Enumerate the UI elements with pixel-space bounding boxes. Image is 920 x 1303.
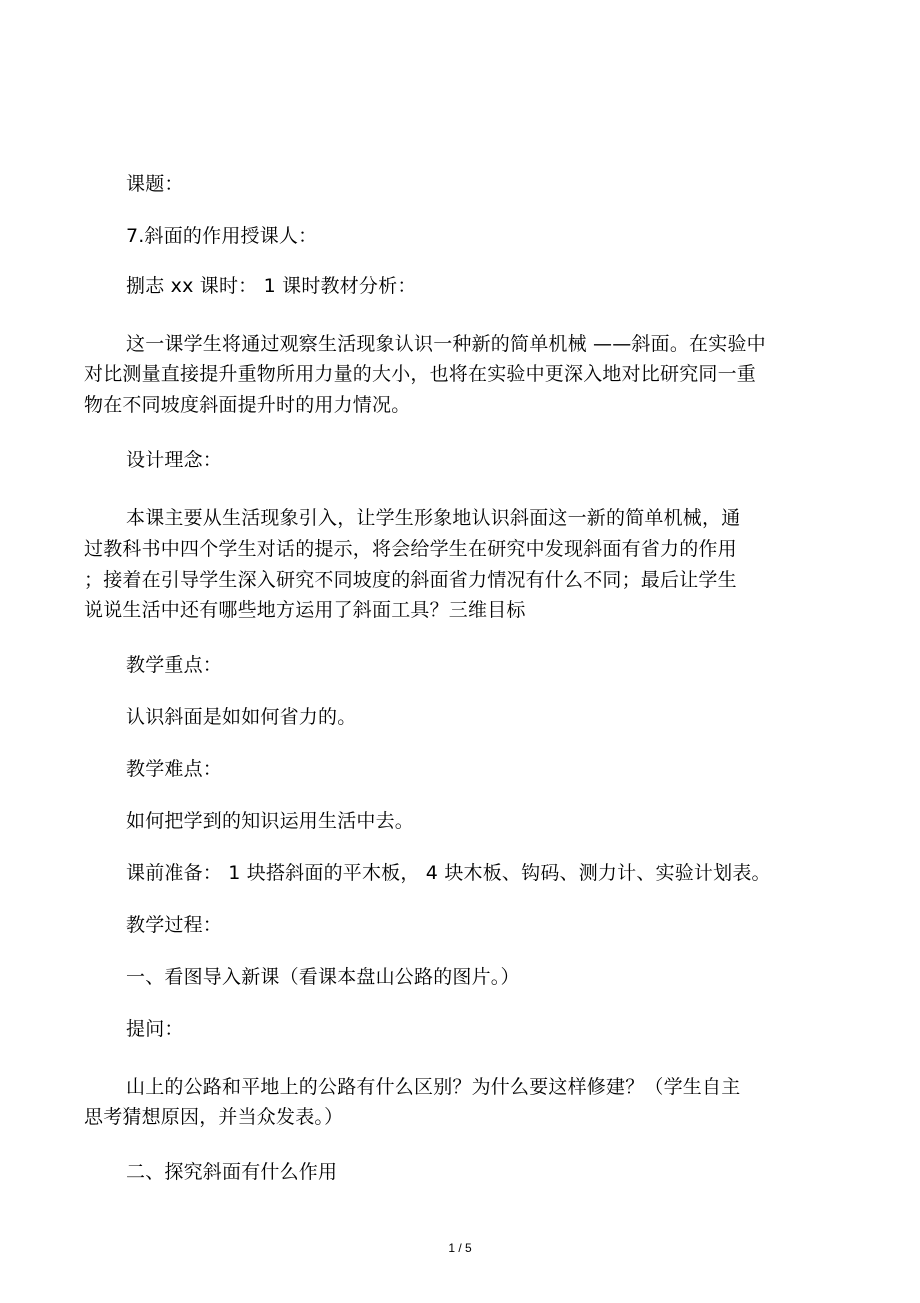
analysis-line-2: 对比测量直接提升重物所用力量的大小，也将在实验中更深入地对比研究同一重 — [84, 363, 757, 385]
preparation: 课前准备： 1 块搭斜面的平木板， 4 块木板、钩码、测力计、实验计划表。 — [126, 862, 771, 884]
design-line-4: 说说生活中还有哪些地方运用了斜面工具？三维目标 — [84, 599, 526, 621]
section-one: 一、看图导入新课（看课本盘山公路的图片。） — [126, 966, 520, 988]
design-line-2: 过教科书中四个学生对话的提示，将会给学生在研究中发现斜面有省力的作用 — [84, 538, 737, 560]
heading-label: 课题： — [126, 173, 184, 195]
lesson-title: 7.斜面的作用授课人： — [126, 225, 318, 247]
analysis-line-3: 物在不同坡度斜面提升时的用力情况。 — [84, 394, 411, 416]
design-line-1: 本课主要从生活现象引入，让学生形象地认识斜面这一新的简单机械，通 — [126, 507, 741, 529]
page-number: 1 / 5 — [448, 1241, 472, 1255]
difficulty-label: 教学难点： — [126, 758, 223, 780]
difficulty: 如何把学到的知识运用生活中去。 — [126, 810, 415, 832]
question-line-1: 山上的公路和平地上的公路有什么区别？为什么要这样修建？（学生自主 — [126, 1076, 741, 1098]
teacher-line: 捌志 xx 课时： 1 课时教材分析： — [126, 275, 417, 297]
question-label: 提问： — [126, 1018, 184, 1040]
question-line-2: 思考猜想原因，并当众发表。） — [84, 1106, 344, 1128]
key-point-label: 教学重点： — [126, 654, 223, 676]
process-label: 教学过程： — [126, 914, 223, 936]
design-line-3: ；接着在引导学生深入研究不同坡度的斜面省力情况有什么不同；最后让学生 — [84, 569, 737, 591]
analysis-line-1: 这一课学生将通过观察生活现象认识一种新的简单机械 ——斜面。在实验中 — [126, 333, 766, 355]
key-point: 认识斜面是如如何省力的。 — [126, 706, 357, 728]
section-two: 二、探究斜面有什么作用 — [126, 1161, 338, 1183]
design-label: 设计理念： — [126, 449, 223, 471]
